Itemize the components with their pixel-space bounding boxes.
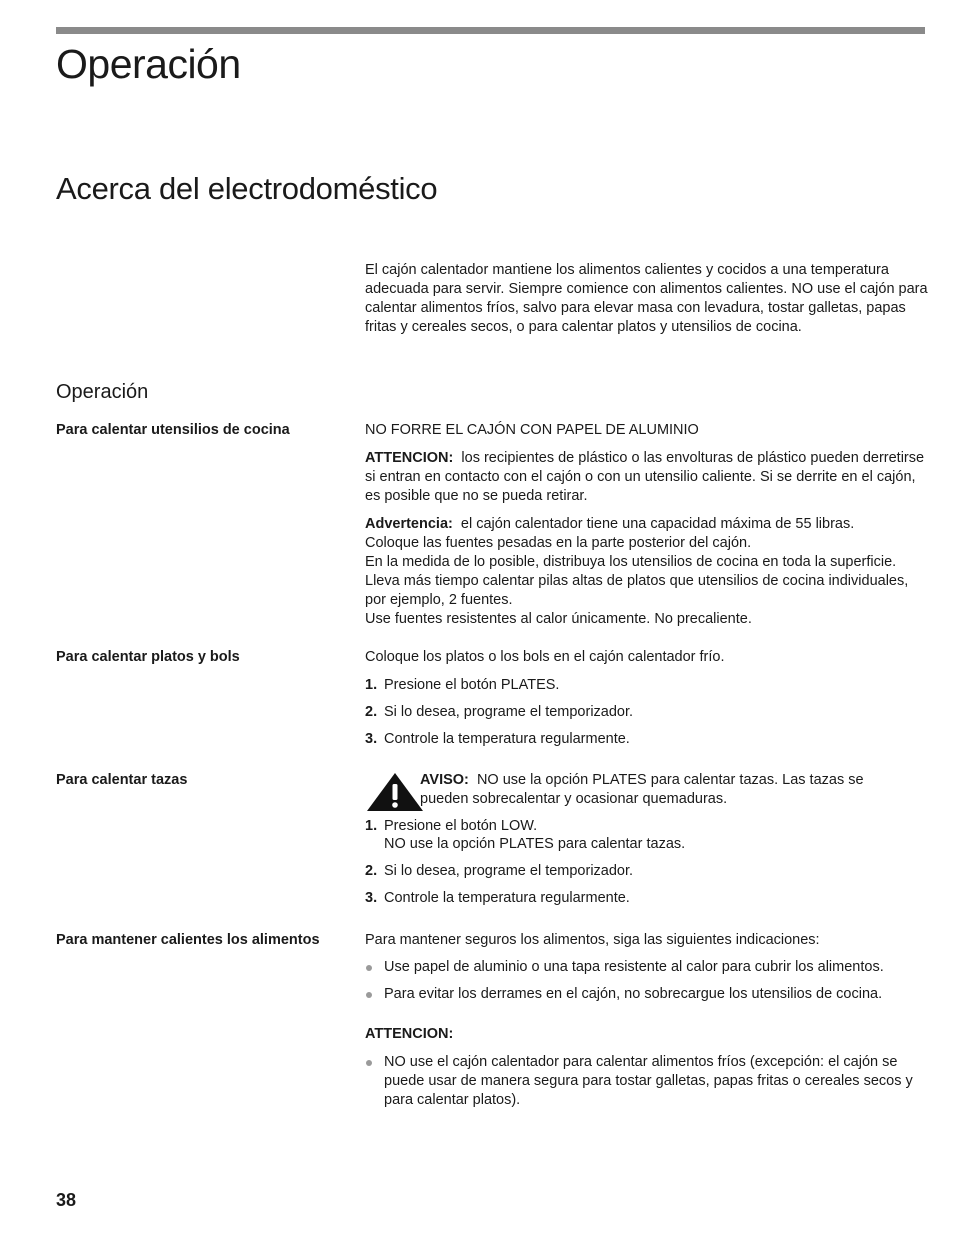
tazas-step-text: Presione el botón LOW. (384, 818, 538, 834)
advertencia-text: el cajón calentador tiene una capacidad máxima de 55 libras. (460, 516, 855, 532)
alimentos-bullet: Use papel de aluminio o una tapa resistente al calor para cubrir los alimentos. (384, 959, 884, 975)
utensilios-attention (365, 449, 930, 506)
subsection-title: Operación (56, 381, 149, 403)
alimentos-bullet: Para evitar los derrames en el cajón, no sobrecargue los utensilios de cocina. (384, 986, 883, 1002)
bullet-dot (366, 992, 372, 998)
attention-text: los recipientes de plástico o las envolturas de plástico pueden derretirse si entran en contacto con el cajón o con un utensilio caliente. Si se derrite en el cajón, es posible que no se pueda retirar. (365, 450, 925, 504)
tazas-step-num: 2. (365, 863, 378, 879)
utensilios-advertencia (365, 515, 930, 534)
alimentos-attention-bullet: NO use el cajón calentador para calentar alimentos fríos (excepción: el cajón se puede usar de manera segura para tostar galletas, papas fritas o cereales secos y para calentar platos). (384, 1054, 913, 1108)
page-number: 38 (56, 1190, 77, 1210)
warning-triangle-icon (366, 772, 424, 812)
aviso-label: AVISO: (420, 772, 469, 788)
tazas-step-num: 1. (365, 818, 378, 834)
bullet-dot (366, 965, 372, 971)
heading-platos: Para calentar platos y bols (56, 649, 240, 665)
page-title: Operación (56, 41, 241, 87)
heading-alimentos: Para mantener calientes los alimentos (56, 932, 320, 948)
platos-step-num: 1. (365, 677, 378, 693)
tazas-step-num: 3. (365, 890, 378, 906)
platos-step-text: Controle la temperatura regularmente. (384, 731, 630, 747)
utensilios-body (365, 421, 930, 629)
bullet-dot (366, 1060, 372, 1066)
utensilios-line1: NO FORRE EL CAJÓN CON PAPEL DE ALUMINIO (365, 422, 699, 438)
tazas-step-text: Controle la temperatura regularmente. (384, 890, 630, 906)
alimentos-intro: Para mantener seguros los alimentos, siga las siguientes indicaciones: (365, 932, 820, 948)
tazas-step-text: Si lo desea, programe el temporizador. (384, 863, 634, 879)
advertencia-label: Advertencia: (365, 516, 453, 532)
platos-step-num: 3. (365, 731, 378, 747)
section-title: Acerca del electrodoméstico (56, 171, 438, 206)
utensilios-line-b: En la medida de lo posible, distribuya los utensilios de cocina en toda la superficie. (365, 554, 897, 570)
aviso-text: NO use la opción PLATES para calentar tazas. Las tazas se pueden sobrecalentar y ocasionar quemaduras. (420, 772, 864, 807)
attention-label: ATTENCION: (365, 450, 454, 466)
platos-step-num: 2. (365, 704, 378, 720)
heading-tazas: Para calentar tazas (56, 772, 188, 788)
alimentos-attention-label: ATTENCION: (365, 1026, 454, 1042)
heading-utensilios: Para calentar utensilios de cocina (56, 422, 290, 438)
utensilios-line-c: Lleva más tiempo calentar pilas altas de platos que utensilios de cocina individuales, por ejemplo, 2 fuentes. (365, 573, 909, 608)
tazas-step-subtext: NO use la opción PLATES para calentar tazas. (384, 836, 686, 852)
platos-step-text: Si lo desea, programe el temporizador. (384, 704, 634, 720)
platos-step-text: Presione el botón PLATES. (384, 677, 560, 693)
tazas-aviso (420, 771, 895, 809)
top-rule (56, 27, 925, 34)
utensilios-line-a: Coloque las fuentes pesadas en la parte posterior del cajón. (365, 535, 752, 551)
utensilios-line-d: Use fuentes resistentes al calor únicamente. No precaliente. (365, 611, 752, 627)
intro-paragraph: El cajón calentador mantiene los alimentos calientes y cocidos a una temperatura adecuada para servir. Siempre comience con alimentos calientes. NO use el cajón para calentar alimentos fríos, salvo para elevar masa con levadura, tostar galletas, papas fritas y cereales secos, o para calentar platos y utensilios de cocina. (365, 262, 928, 335)
platos-intro: Coloque los platos o los bols en el cajón calentador frío. (365, 649, 725, 665)
